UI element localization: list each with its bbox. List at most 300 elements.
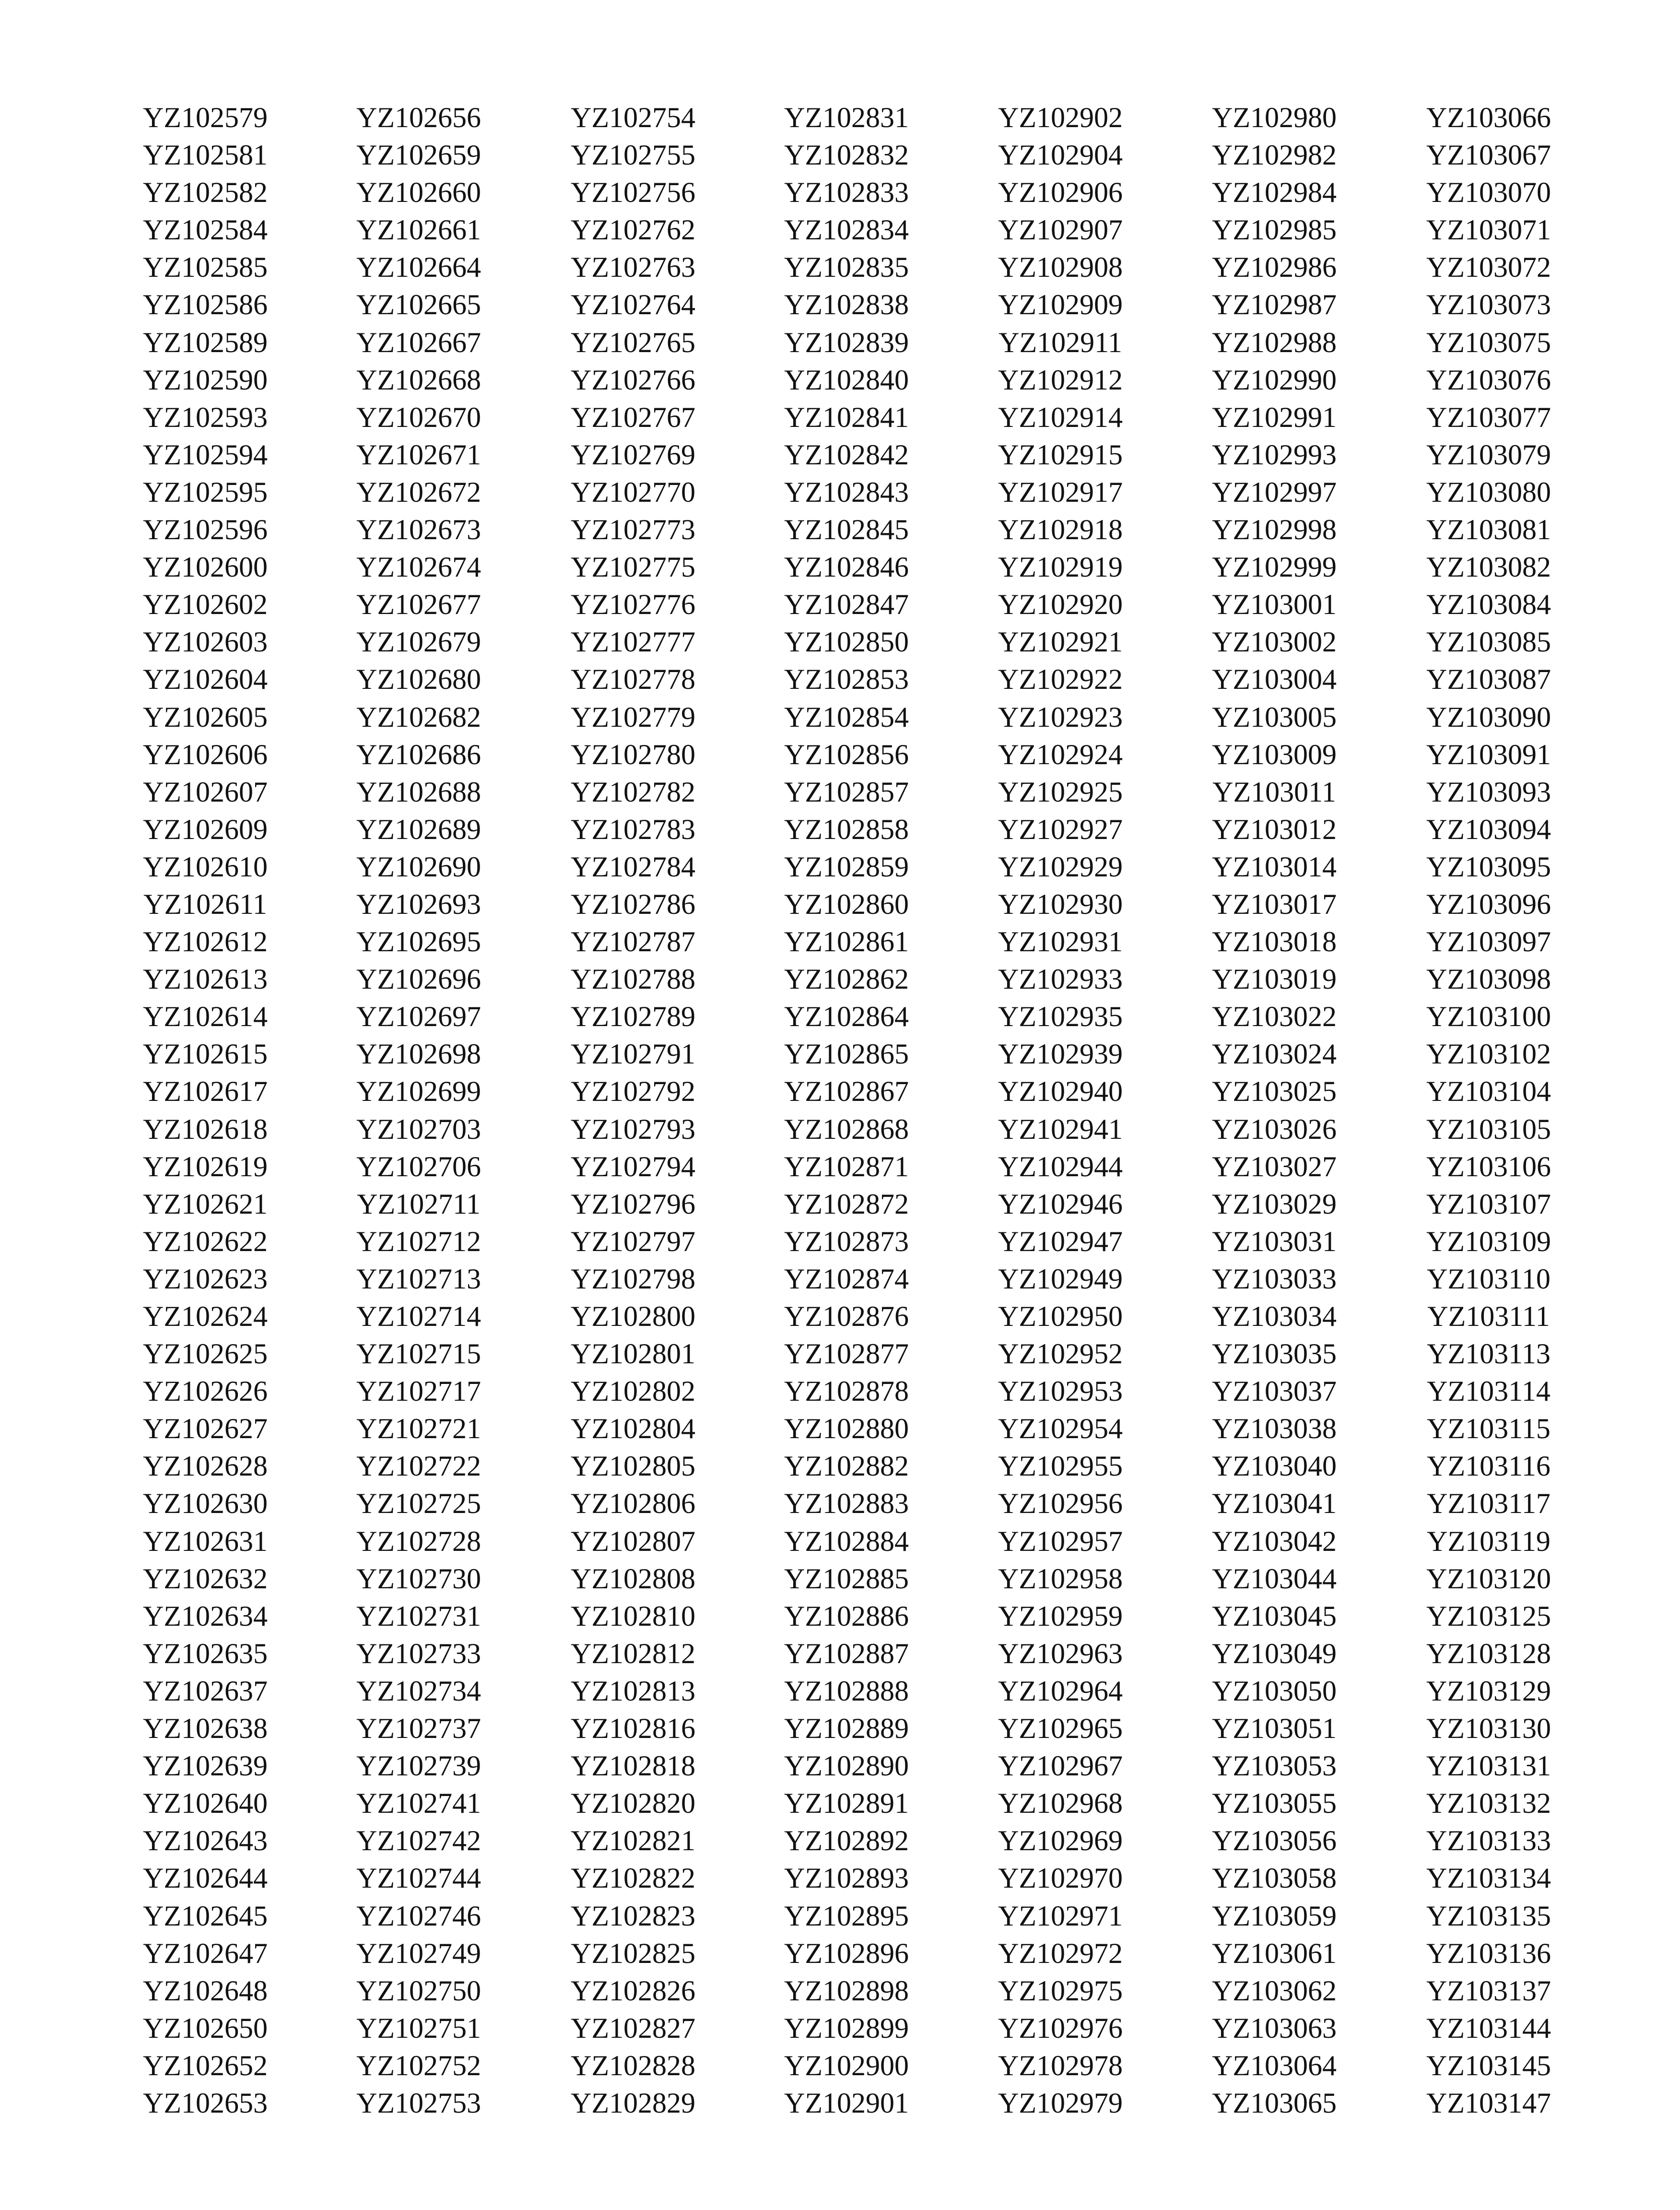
id-cell: YZ103056	[1212, 1825, 1337, 1857]
id-cell: YZ102930	[998, 888, 1123, 920]
id-cell: YZ102868	[784, 1113, 909, 1145]
id-cell: YZ102712	[356, 1225, 481, 1257]
id-cell: YZ102929	[998, 851, 1123, 883]
id-cell: YZ102833	[784, 177, 909, 209]
id-cell: YZ102927	[998, 813, 1123, 845]
id-cell: YZ102862	[784, 963, 909, 995]
id-cell: YZ102749	[356, 1937, 481, 1969]
id-cell: YZ102904	[998, 139, 1123, 171]
id-cell: YZ102713	[356, 1263, 481, 1295]
id-cell: YZ102607	[143, 776, 268, 808]
id-cell: YZ103076	[1426, 364, 1551, 396]
id-column-3	[552, 99, 715, 2122]
id-cell: YZ103107	[1426, 1188, 1551, 1220]
id-cell: YZ102744	[356, 1862, 481, 1894]
id-cell: YZ102637	[143, 1675, 268, 1707]
id-cell: YZ102777	[571, 626, 695, 658]
id-cell: YZ103064	[1212, 2049, 1337, 2081]
id-cell: YZ102765	[571, 326, 695, 358]
id-cell: YZ103018	[1212, 926, 1337, 958]
id-cell: YZ102835	[784, 251, 909, 284]
id-cell: YZ103070	[1426, 177, 1551, 209]
id-cell: YZ102949	[998, 1263, 1123, 1295]
id-cell: YZ103081	[1426, 514, 1551, 546]
id-cell: YZ102805	[571, 1450, 695, 1482]
id-cell: YZ103134	[1426, 1862, 1551, 1894]
id-cell: YZ103111	[1427, 1300, 1550, 1332]
id-cell: YZ102902	[998, 102, 1123, 133]
id-cell: YZ102959	[998, 1600, 1123, 1632]
id-cell: YZ103093	[1426, 776, 1551, 808]
id-cell: YZ102697	[356, 1001, 481, 1033]
id-cell: YZ103049	[1212, 1637, 1337, 1669]
id-cell: YZ102783	[571, 813, 695, 845]
id-cell: YZ102970	[998, 1862, 1123, 1894]
id-cell: YZ103005	[1212, 701, 1337, 733]
id-cell: YZ103080	[1426, 476, 1551, 508]
id-cell: YZ102603	[143, 626, 268, 658]
id-cell: YZ102656	[356, 102, 481, 133]
id-cell: YZ102914	[998, 401, 1123, 433]
id-cell: YZ102780	[571, 738, 695, 770]
id-cell: YZ102853	[784, 663, 909, 696]
id-cell: YZ102584	[143, 214, 268, 246]
id-cell: YZ102971	[998, 1900, 1123, 1932]
id-cell: YZ102822	[571, 1862, 695, 1894]
id-cell: YZ102845	[784, 514, 909, 546]
id-cell: YZ102682	[356, 701, 481, 733]
id-cell: YZ103147	[1426, 2087, 1551, 2119]
id-cell: YZ102907	[998, 214, 1123, 246]
id-cell: YZ102987	[1212, 289, 1337, 321]
id-cell: YZ102925	[998, 776, 1123, 808]
id-cell: YZ102659	[356, 139, 481, 171]
id-cell: YZ102602	[143, 589, 268, 621]
id-cell: YZ102909	[998, 289, 1123, 321]
id-cell: YZ103109	[1426, 1225, 1551, 1257]
id-cell: YZ103044	[1212, 1562, 1337, 1595]
id-cell: YZ102818	[571, 1750, 695, 1782]
id-cell: YZ102631	[143, 1525, 268, 1557]
id-cell: YZ102581	[143, 139, 268, 171]
id-cell: YZ102980	[1212, 102, 1337, 133]
id-cell: YZ102794	[571, 1150, 695, 1182]
id-cell: YZ102586	[143, 289, 268, 321]
id-cell: YZ102742	[356, 1825, 481, 1857]
id-cell: YZ102872	[784, 1188, 909, 1220]
id-cell: YZ102912	[998, 364, 1123, 396]
id-cell: YZ103034	[1212, 1300, 1337, 1332]
id-cell: YZ102769	[571, 438, 695, 471]
id-cell: YZ102770	[571, 476, 695, 508]
id-cell: YZ102752	[356, 2049, 481, 2081]
id-cell: YZ102821	[571, 1825, 695, 1857]
id-cell: YZ102952	[998, 1338, 1123, 1370]
id-cell: YZ102827	[571, 2012, 695, 2044]
id-cell: YZ102741	[356, 1787, 481, 1820]
id-cell: YZ102679	[356, 626, 481, 658]
id-cell: YZ103037	[1212, 1375, 1337, 1407]
id-cell: YZ102595	[143, 476, 268, 508]
id-cell: YZ103025	[1212, 1075, 1337, 1108]
id-cell: YZ102714	[356, 1300, 481, 1332]
id-cell: YZ102766	[571, 364, 695, 396]
id-cell: YZ102998	[1212, 514, 1337, 546]
id-cell: YZ102963	[998, 1637, 1123, 1669]
id-cell: YZ102746	[356, 1900, 481, 1932]
id-cell: YZ102626	[143, 1375, 268, 1407]
id-cell: YZ102650	[143, 2012, 268, 2044]
id-column-5	[979, 99, 1142, 2122]
id-cell: YZ102978	[998, 2049, 1123, 2081]
id-cell: YZ103058	[1212, 1862, 1337, 1894]
id-cell: YZ102763	[571, 251, 695, 284]
id-cell: YZ102623	[143, 1263, 268, 1295]
id-cell: YZ103072	[1426, 251, 1551, 284]
id-cell: YZ102621	[143, 1188, 268, 1220]
id-cell: YZ102856	[784, 738, 909, 770]
id-cell: YZ103135	[1426, 1900, 1551, 1932]
id-cell: YZ102826	[571, 1974, 695, 2007]
id-cell: YZ102922	[998, 663, 1123, 696]
id-cell: YZ102967	[998, 1750, 1123, 1782]
id-cell: YZ102696	[356, 963, 481, 995]
id-cell: YZ103066	[1426, 102, 1551, 133]
id-cell: YZ103026	[1212, 1113, 1337, 1145]
id-cell: YZ102901	[784, 2087, 909, 2119]
id-cell: YZ102947	[998, 1225, 1123, 1257]
id-cell: YZ102829	[571, 2087, 695, 2119]
id-cell: YZ102935	[998, 1001, 1123, 1033]
id-cell: YZ103137	[1426, 1974, 1551, 2007]
id-cell: YZ102807	[571, 1525, 695, 1557]
id-cell: YZ102786	[571, 888, 695, 920]
id-cell: YZ102589	[143, 326, 268, 358]
id-cell: YZ102899	[784, 2012, 909, 2044]
id-cell: YZ103079	[1426, 438, 1551, 471]
id-cell: YZ102858	[784, 813, 909, 845]
id-cell: YZ102776	[571, 589, 695, 621]
id-cell: YZ102639	[143, 1750, 268, 1782]
id-cell: YZ102944	[998, 1150, 1123, 1182]
id-cell: YZ102635	[143, 1637, 268, 1669]
id-cell: YZ102722	[356, 1450, 481, 1482]
id-cell: YZ102842	[784, 438, 909, 471]
id-cell: YZ102813	[571, 1675, 695, 1707]
id-cell: YZ103050	[1212, 1675, 1337, 1707]
id-cell: YZ102791	[571, 1038, 695, 1070]
id-cell: YZ103113	[1427, 1338, 1551, 1370]
id-cell: YZ103100	[1426, 1001, 1551, 1033]
id-cell: YZ102787	[571, 926, 695, 958]
id-cell: YZ102939	[998, 1038, 1123, 1070]
id-cell: YZ102986	[1212, 251, 1337, 284]
id-cell: YZ103091	[1426, 738, 1551, 770]
id-cell: YZ102674	[356, 551, 481, 583]
id-cell: YZ102847	[784, 589, 909, 621]
id-cell: YZ102891	[784, 1787, 909, 1820]
id-cell: YZ102756	[571, 177, 695, 209]
id-cell: YZ102920	[998, 589, 1123, 621]
id-cell: YZ102908	[998, 251, 1123, 284]
id-cell: YZ102737	[356, 1713, 481, 1745]
id-cell: YZ102854	[784, 701, 909, 733]
id-cell: YZ103095	[1426, 851, 1551, 883]
id-cell: YZ102979	[998, 2087, 1123, 2119]
id-cell: YZ102793	[571, 1113, 695, 1145]
id-cell: YZ103130	[1426, 1713, 1551, 1745]
id-cell: YZ102956	[998, 1488, 1123, 1520]
id-cell: YZ103041	[1212, 1488, 1337, 1520]
id-cell: YZ102778	[571, 663, 695, 696]
id-cell: YZ102613	[143, 963, 268, 995]
id-cell: YZ102619	[143, 1150, 268, 1182]
id-cell: YZ102628	[143, 1450, 268, 1482]
id-cell: YZ102798	[571, 1263, 695, 1295]
id-cell: YZ102846	[784, 551, 909, 583]
id-cell: YZ102825	[571, 1937, 695, 1969]
id-cell: YZ103132	[1426, 1787, 1551, 1820]
id-cell: YZ103002	[1212, 626, 1337, 658]
id-cell: YZ102731	[356, 1600, 481, 1632]
id-column-2	[337, 99, 500, 2122]
id-cell: YZ102896	[784, 1937, 909, 1969]
id-cell: YZ102923	[998, 701, 1123, 733]
id-cell: YZ102857	[784, 776, 909, 808]
id-cell: YZ103065	[1212, 2087, 1337, 2119]
id-cell: YZ103105	[1426, 1113, 1551, 1145]
id-cell: YZ102664	[356, 251, 481, 284]
id-cell: YZ102653	[143, 2087, 268, 2119]
id-cell: YZ103115	[1427, 1413, 1551, 1445]
id-cell: YZ102800	[571, 1300, 695, 1332]
id-cell: YZ103075	[1426, 326, 1551, 358]
id-cell: YZ102688	[356, 776, 481, 808]
id-cell: YZ102612	[143, 926, 268, 958]
id-cell: YZ102877	[784, 1338, 909, 1370]
id-cell: YZ102618	[143, 1113, 268, 1145]
id-cell: YZ102767	[571, 401, 695, 433]
id-cell: YZ102840	[784, 364, 909, 396]
id-cell: YZ102715	[356, 1338, 481, 1370]
id-cell: YZ103024	[1212, 1038, 1337, 1070]
id-cell: YZ103102	[1426, 1038, 1551, 1070]
id-cell: YZ103040	[1212, 1450, 1337, 1482]
id-cell: YZ103120	[1426, 1562, 1551, 1595]
id-cell: YZ102643	[143, 1825, 268, 1857]
id-cell: YZ102940	[998, 1075, 1123, 1108]
id-cell: YZ103144	[1426, 2012, 1551, 2044]
id-cell: YZ102644	[143, 1862, 268, 1894]
id-cell: YZ102832	[784, 139, 909, 171]
id-cell: YZ102638	[143, 1713, 268, 1745]
id-cell: YZ102889	[784, 1713, 909, 1745]
id-cell: YZ102624	[143, 1300, 268, 1332]
id-cell: YZ102788	[571, 963, 695, 995]
id-cell: YZ102753	[356, 2087, 481, 2119]
id-cell: YZ102754	[571, 102, 695, 133]
id-cell: YZ102839	[784, 326, 909, 358]
id-cell: YZ102690	[356, 851, 481, 883]
id-cell: YZ102733	[356, 1637, 481, 1669]
id-cell: YZ102997	[1212, 476, 1337, 508]
id-cell: YZ102668	[356, 364, 481, 396]
id-cell: YZ102984	[1212, 177, 1337, 209]
id-cell: YZ103004	[1212, 663, 1337, 696]
id-cell: YZ102617	[143, 1075, 268, 1108]
id-cell: YZ102648	[143, 1974, 268, 2007]
id-cell: YZ103014	[1212, 851, 1337, 883]
id-column-1	[124, 99, 287, 2122]
id-cell: YZ102730	[356, 1562, 481, 1595]
id-column-7	[1407, 99, 1570, 2122]
id-cell: YZ102672	[356, 476, 481, 508]
id-cell: YZ102604	[143, 663, 268, 696]
id-cell: YZ102634	[143, 1600, 268, 1632]
id-cell: YZ102950	[998, 1300, 1123, 1332]
id-cell: YZ102652	[143, 2049, 268, 2081]
id-cell: YZ102750	[356, 1974, 481, 2007]
id-cell: YZ103136	[1426, 1937, 1551, 1969]
id-cell: YZ102887	[784, 1637, 909, 1669]
id-cell: YZ102665	[356, 289, 481, 321]
id-cell: YZ103077	[1426, 401, 1551, 433]
id-cell: YZ102915	[998, 438, 1123, 471]
id-cell: YZ102941	[998, 1113, 1123, 1145]
id-cell: YZ102892	[784, 1825, 909, 1857]
id-cell: YZ103090	[1426, 701, 1551, 733]
id-cell: YZ102755	[571, 139, 695, 171]
id-cell: YZ103125	[1426, 1600, 1551, 1632]
id-cell: YZ102622	[143, 1225, 268, 1257]
id-cell: YZ102957	[998, 1525, 1123, 1557]
id-cell: YZ102816	[571, 1713, 695, 1745]
id-cell: YZ102860	[784, 888, 909, 920]
id-cell: YZ102677	[356, 589, 481, 621]
id-cell: YZ102671	[356, 438, 481, 471]
id-cell: YZ102841	[784, 401, 909, 433]
id-cell: YZ102717	[356, 1375, 481, 1407]
id-cell: YZ102874	[784, 1263, 909, 1295]
id-cell: YZ102985	[1212, 214, 1337, 246]
id-cell: YZ103022	[1212, 1001, 1337, 1033]
id-cell: YZ102859	[784, 851, 909, 883]
id-cell: YZ103045	[1212, 1600, 1337, 1632]
id-cell: YZ102632	[143, 1562, 268, 1595]
id-cell: YZ102796	[571, 1188, 695, 1220]
id-cell: YZ102873	[784, 1225, 909, 1257]
id-cell: YZ102764	[571, 289, 695, 321]
id-cell: YZ102625	[143, 1338, 268, 1370]
id-cell: YZ102876	[784, 1300, 909, 1332]
id-cell: YZ103087	[1426, 663, 1551, 696]
id-cell: YZ103042	[1212, 1525, 1337, 1557]
id-column-4	[765, 99, 928, 2122]
id-cell: YZ102865	[784, 1038, 909, 1070]
id-cell: YZ102861	[784, 926, 909, 958]
id-cell: YZ102982	[1212, 139, 1337, 171]
id-cell: YZ102946	[998, 1188, 1123, 1220]
id-cell: YZ102789	[571, 1001, 695, 1033]
id-cell: YZ103059	[1212, 1900, 1337, 1932]
id-cell: YZ102680	[356, 663, 481, 696]
id-cell: YZ102999	[1212, 551, 1337, 583]
id-cell: YZ103031	[1212, 1225, 1337, 1257]
id-cell: YZ102843	[784, 476, 909, 508]
id-cell: YZ102828	[571, 2049, 695, 2081]
id-cell: YZ102975	[998, 1974, 1123, 2007]
id-cell: YZ102801	[571, 1338, 695, 1370]
id-cell: YZ102976	[998, 2012, 1123, 2044]
id-cell: YZ102699	[356, 1075, 481, 1108]
id-cell: YZ102600	[143, 551, 268, 583]
id-cell: YZ102725	[356, 1488, 481, 1520]
id-cell: YZ102647	[143, 1937, 268, 1969]
id-cell: YZ102804	[571, 1413, 695, 1445]
id-cell: YZ103098	[1426, 963, 1551, 995]
id-cell: YZ103116	[1427, 1450, 1551, 1482]
id-cell: YZ102667	[356, 326, 481, 358]
id-cell: YZ102627	[143, 1413, 268, 1445]
id-cell: YZ102991	[1212, 401, 1337, 433]
id-cell: YZ102611	[143, 888, 267, 920]
id-cell: YZ103117	[1427, 1488, 1551, 1520]
id-cell: YZ102721	[356, 1413, 481, 1445]
id-cell: YZ102594	[143, 438, 268, 471]
id-cell: YZ103051	[1212, 1713, 1337, 1745]
id-cell: YZ102784	[571, 851, 695, 883]
id-cell: YZ102762	[571, 214, 695, 246]
id-cell: YZ102831	[784, 102, 909, 133]
id-cell: YZ102972	[998, 1937, 1123, 1969]
id-cell: YZ102615	[143, 1038, 268, 1070]
id-cell: YZ102792	[571, 1075, 695, 1108]
id-cell: YZ102686	[356, 738, 481, 770]
id-cell: YZ102911	[999, 326, 1122, 358]
id-cell: YZ102955	[998, 1450, 1123, 1482]
id-cell: YZ102880	[784, 1413, 909, 1445]
id-cell: YZ103094	[1426, 813, 1551, 845]
id-cell: YZ102884	[784, 1525, 909, 1557]
id-cell: YZ102990	[1212, 364, 1337, 396]
id-cell: YZ102964	[998, 1675, 1123, 1707]
id-cell: YZ102834	[784, 214, 909, 246]
id-cell: YZ102883	[784, 1488, 909, 1520]
id-cell: YZ102954	[998, 1413, 1123, 1445]
id-cell: YZ102921	[998, 626, 1123, 658]
id-cell: YZ103035	[1212, 1338, 1337, 1370]
id-cell: YZ102906	[998, 177, 1123, 209]
id-cell: YZ103128	[1426, 1637, 1551, 1669]
id-cell: YZ102703	[356, 1113, 481, 1145]
id-cell: YZ102579	[143, 102, 268, 133]
id-cell: YZ102895	[784, 1900, 909, 1932]
id-cell: YZ103129	[1426, 1675, 1551, 1707]
id-cell: YZ103017	[1212, 888, 1337, 920]
id-cell: YZ102953	[998, 1375, 1123, 1407]
id-cell: YZ102630	[143, 1488, 268, 1520]
id-cell: YZ102965	[998, 1713, 1123, 1745]
id-cell: YZ103145	[1426, 2049, 1551, 2081]
id-cell: YZ103055	[1212, 1787, 1337, 1820]
id-cell: YZ103001	[1212, 589, 1337, 621]
id-cell: YZ103104	[1426, 1075, 1551, 1108]
id-cell: YZ102614	[143, 1001, 268, 1033]
id-cell: YZ102661	[356, 214, 481, 246]
id-cell: YZ103119	[1427, 1525, 1551, 1557]
id-cell: YZ102695	[356, 926, 481, 958]
id-cell: YZ102850	[784, 626, 909, 658]
